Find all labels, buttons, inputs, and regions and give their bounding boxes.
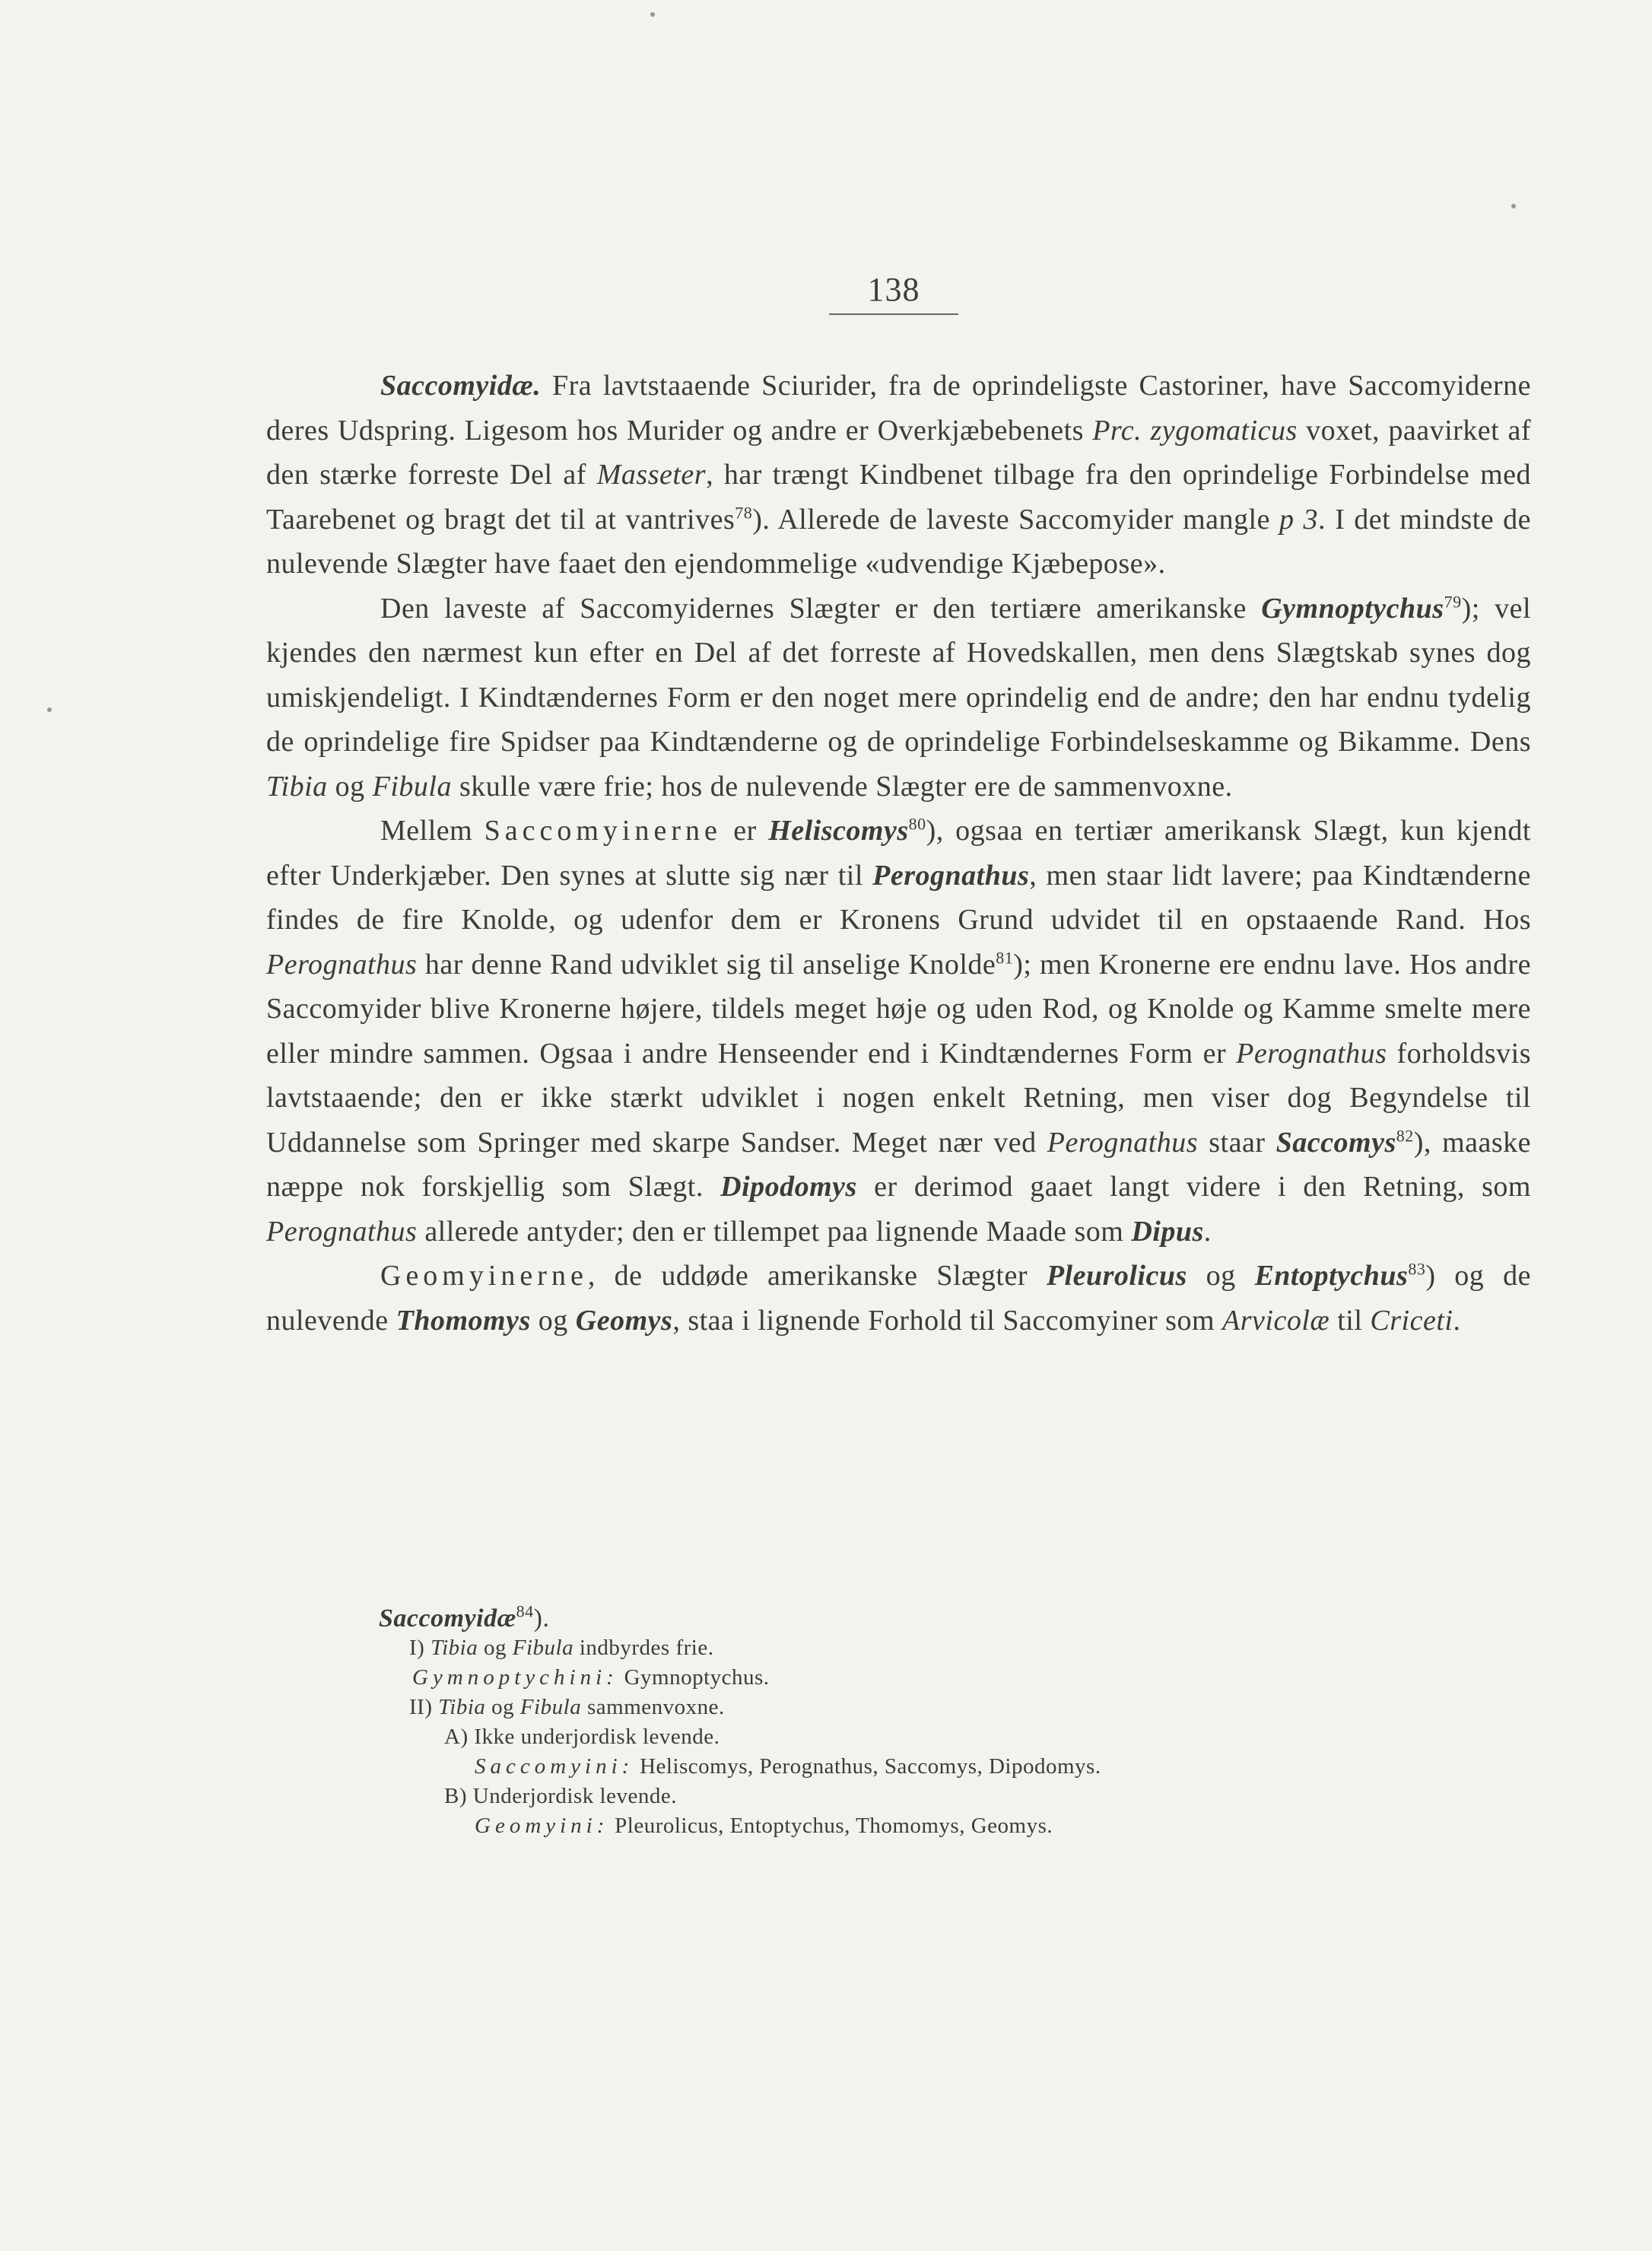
classification-row: B) Underjordisk levende.: [444, 1784, 677, 1808]
classification-row: I) Tibia og Fibula indbyrdes frie.: [409, 1636, 714, 1660]
paragraph-saccomyidae: Saccomyidæ. Fra lavtstaaende Sciurider, fra de oprindeligste Castoriner, have Saccomyiderne deres Udspring. Ligesom hos Murider og andre er Overkjæbebenets Prc. zygomaticus voxet, paavirket af den stærke forreste Del af Masseter, har trængt Kindbenet tilbage fra den oprindelige Forbindelse med Taarebenet og bragt det til at vantrives$^{78}$). Allerede de laveste Saccomyider mangle p 3. I det mindste de nulevende Slægter have faaet den ejendommelige «udvendige Kjæbepose».: [266, 370, 1532, 580]
paper-speck: [1511, 204, 1516, 208]
classification-table: [379, 1601, 1368, 1841]
classification-row: Gymnoptychini: Gymnoptychus.: [412, 1665, 770, 1690]
footnote-ref: 82: [1396, 1125, 1414, 1145]
footnote-ref: 78: [735, 502, 753, 522]
footnote-ref: 79: [1444, 591, 1462, 611]
classification-row: Geomyini: Pleurolicus, Entoptychus, Thomomys, Geomys.: [475, 1814, 1053, 1838]
classification-row: A) Ikke underjordisk levende.: [444, 1725, 720, 1749]
footnote-ref: 83: [1408, 1259, 1426, 1279]
paper-speck: [650, 12, 655, 17]
classification-title: Saccomyidæ$^{84}$).: [379, 1601, 550, 1633]
paragraph-gymnoptychus: Den laveste af Saccomyidernes Slægter er den tertiære amerikanske Gymnoptychus$^{79}$); vel kjendes den nærmest kun efter en Del af det forreste af Hovedskallen, men dens Slægtskab synes dog umiskjendeligt. I Kindtændernes Form er den noget mere oprindelig end de andre; den har endnu tydelig de oprindelige fire Spidser paa Kindtænderne og de oprindelige Forbindelseskamme og Bikamme. Dens Tibia og Fibula skulle være frie; hos de nulevende Slægter ere de sammenvoxne.: [266, 591, 1532, 803]
footnote-ref: 84: [516, 1601, 534, 1621]
paragraph-geomyinerne: Geomyinerne, de uddøde amerikanske Slægter Pleurolicus og Entoptychus$^{83}$) og de nulevende Thomomys og Geomys, staa i lignende Forhold til Saccomyiner som Arvicolæ til Criceti.: [266, 1259, 1531, 1337]
page-number: 138: [829, 270, 958, 315]
footnote-ref: 81: [996, 947, 1014, 967]
paper-speck: [47, 707, 52, 712]
footnote-ref: 80: [908, 814, 926, 834]
classification-row: Saccomyini: Heliscomys, Perognathus, Saccomys, Dipodomys.: [475, 1754, 1101, 1779]
section-heading: Saccomyidæ.: [380, 370, 542, 402]
paragraph-saccomyinerne: Mellem Saccomyinerne er Heliscomys$^{80}$), ogsaa en tertiær amerikansk Slægt, kun kjendt efter Underkjæber. Den synes at slutte sig nær til Perognathus, men staar lidt lavere; paa Kindtænderne findes de fire Knolde, og udenfor dem er Kronens Grund udvidet til en opstaaende Rand. Hos Perognathus har denne Rand udviklet sig til anselige Knolde$^{81}$); men Kronerne ere endnu lave. Hos andre Saccomyider blive Kronerne højere, tildels meget høje og uden Rod, og Knolde og Kamme smelte mere eller mindre sammen. Ogsaa i andre Henseender end i Kindtændernes Form er Perognathus forholdsvis lavtstaaende; den er ikke stærkt udviklet i nogen enkelt Retning, men viser dog Begyndelse til Uddannelse som Springer med skarpe Sandser. Meget nær ved Perognathus staar Saccomys$^{82}$), maaske næppe nok forskjellig som Slægt. Dipodomys er derimod gaaet langt videre i den Retning, som Perognathus allerede antyder; den er tillempet paa lignende Maade som Dipus.: [266, 814, 1532, 1248]
classification-row: II) Tibia og Fibula sammenvoxne.: [409, 1695, 725, 1719]
body-text: [266, 364, 1531, 1343]
